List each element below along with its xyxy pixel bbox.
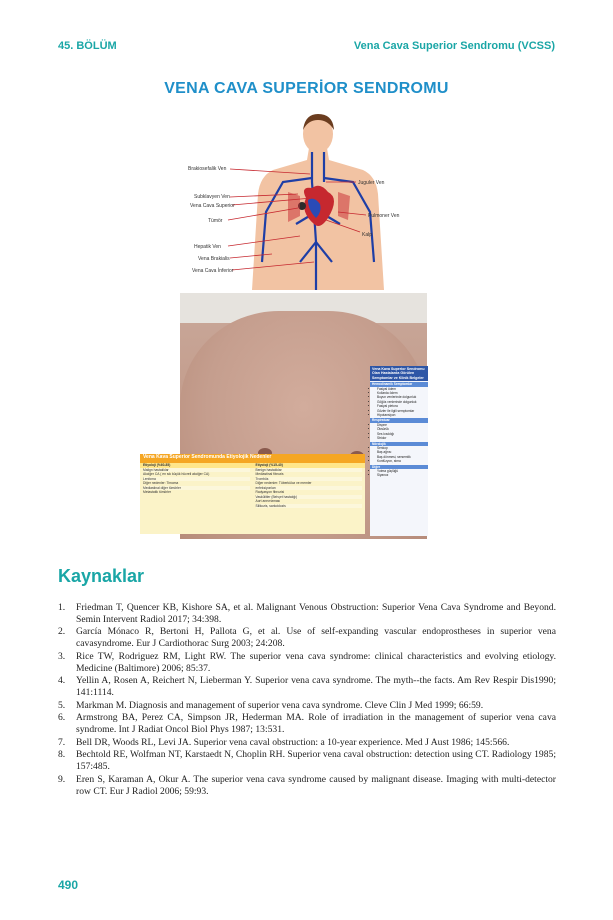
label-tumor: Tümör — [208, 218, 223, 224]
symptom-item: • Senkop — [377, 446, 428, 450]
etiology-col1-header: Etiyoloji (%60-85) — [143, 463, 171, 467]
symptom-item: • Yutma güçlüğü — [377, 469, 428, 473]
label-brakialis: Vena Brakialis — [198, 256, 230, 262]
symptom-item: • Siyanoz — [377, 473, 428, 477]
symptom-item: • Ses kısıklığı — [377, 432, 428, 436]
etiology-cell: Trombüs — [256, 477, 363, 482]
etiology-cell: Akciğer CA ( en sık küçük hücreli akciğer CA) — [143, 472, 210, 476]
etiology-cell: Vaskülitler (Behçet hastalığı) — [256, 495, 363, 500]
symptom-item: • Stridor — [377, 436, 428, 440]
symptom-group-header: Respiratuar — [370, 418, 428, 422]
reference-item: 8. Bechtold RE, Wolfman NT, Karstaedt N, Choplin RH. Superior vena caval obstruction: detection using CT. Radiology 1985; 157:485. — [58, 749, 556, 773]
etiology-cell: Mediastinal diğer tümörler — [143, 486, 250, 491]
symptom-item: • Baş ağrısı — [377, 450, 428, 454]
symptom-item: • Konfüzyon, stma — [377, 459, 428, 463]
label-subklavyen: Subklavyen Ven — [194, 194, 230, 200]
etiology-cell: Benign hastalıklar — [256, 468, 363, 473]
reference-item: 4. Yellin A, Rosen A, Reichert N, Lieberman Y. Superior vena cava syndrome. The myth--the facts. Am Rev Respir Dis1990; 141:1114. — [58, 675, 556, 698]
etiology-cell: Aort anevrizması — [255, 499, 281, 503]
symptom-item: • Baş dönmesi, sersemlik — [377, 455, 428, 459]
reference-item: 2. García Mónaco R, Bertoni H, Pallota G, et al. Use of self-expanding vascular endoprostheses in superior vena cavasyndrome. Eur J Cardiothorac Surg 2003; 24:208. — [58, 626, 556, 650]
symptom-item: • Boyun venlerinde dolgunluk — [377, 395, 428, 399]
running-title: Vena Cava Superior Sendromu (VCSS) — [353, 40, 555, 52]
etiology-table-title: Vena Kava Superior Sendromunda Etiyolojik Nedenler — [140, 454, 365, 463]
etiology-table — [140, 454, 365, 534]
symptom-item: • Fasiyal pletora — [377, 404, 428, 408]
etiology-cell: enfeksiyonları — [256, 486, 363, 491]
symptom-item: • Kollarda ödem — [377, 391, 428, 395]
reference-item: 9. Eren S, Karaman A, Okur A. The superior vena cava syndrome caused by malignant disease. Imaging with multi-detector row CT. Eur J Radiol 2006; 59:93. — [58, 773, 556, 797]
anatomy-illustration — [188, 112, 428, 290]
label-kalp: Kalp — [362, 232, 373, 238]
etiology-cell: Lenfoma — [143, 477, 250, 482]
etiology-cell: Mediastinal fibrozis — [255, 472, 284, 476]
label-hepatik: Hepatik Ven — [194, 244, 221, 250]
label-vci: Vena Cava İnferior — [192, 268, 234, 274]
symptom-item: • Hipotansiyon — [377, 413, 428, 417]
symptom-item: • Fasiyal ödem — [377, 387, 428, 391]
reference-item: 7. Bell DR, Woods RL, Levi JA. Superior vena caval obstruction: a 10-year experience. Med J Aust 1986; 145:566. — [58, 736, 510, 748]
symptom-item: • Göğüs venlerinde dolgunluk — [377, 400, 428, 404]
chapter-label: 45. BÖLÜM — [58, 40, 117, 52]
symptom-item: • Gözler ile ilgili semptomlar — [377, 409, 428, 413]
symptom-item: • Dispne — [377, 423, 428, 427]
label-pulmoner: Pulmoner Ven — [368, 213, 400, 219]
symptom-box — [370, 366, 428, 536]
reference-item: 1. Friedman T, Quencer KB, Kishore SA, et al. Malignant Venous Obstruction: Superior Vena Cava Syndrome and Beyond. Semin Intervent Radiol 2017; 34:398. — [58, 602, 556, 625]
reference-list — [58, 602, 556, 798]
symptom-box-title: Vena Kava Superior Sendromu Olan Hastalarda Görülen Semptomlar ve Klinik Belgeler — [370, 366, 428, 381]
symptom-group-header: Diğer — [370, 465, 428, 469]
etiology-cell: Metastatik tümörler — [143, 490, 172, 494]
label-vcs: Vena Cava Superior — [190, 203, 235, 209]
etiology-cell: Radyasyon fibrozisi — [255, 490, 285, 494]
label-brakiosefalik: Brakiosefalik Ven — [188, 166, 227, 172]
etiology-cell: Diğer nedenler: Tüberküloz ve memler — [255, 481, 312, 485]
etiology-col2-header: Etiyoloji (%15-40) — [255, 463, 283, 467]
etiology-cell: Silikozis, sarkoidozis — [256, 504, 363, 509]
etiology-cell: Malign hastalıklar — [143, 468, 250, 473]
symptom-group-header: Hemodinamik Semptomlar — [370, 382, 428, 386]
reference-item: 3. Rice TW, Rodriguez RM, Light RW. The superior vena cava syndrome: clinical characteristics and evolving etiology. Medicine (Baltimore) 2006; 85:37. — [58, 650, 556, 674]
reference-item: 5. Markman M. Diagnosis and management of superior vena cava syndrome. Cleve Clin J Med 1999; 66:59. — [58, 699, 484, 711]
references-heading: Kaynaklar — [58, 566, 145, 586]
symptom-group-header: Nörolojik — [370, 442, 428, 446]
page-number: 490 — [58, 878, 79, 892]
label-juguler: Juguler Ven — [358, 180, 385, 186]
symptom-item: • Öksürük — [377, 427, 428, 431]
reference-item: 6. Armstrong BA, Perez CA, Simpson JR, Hederman MA. Role of irradiation in the management of superior vena cava syndrome. Int J Radiat Oncol Biol Phys 1987; 13:531. — [58, 712, 556, 736]
etiology-cell: Diğer nedenler: Timoma — [143, 481, 179, 485]
page-title: VENA CAVA SUPERİOR SENDROMU — [164, 80, 449, 97]
